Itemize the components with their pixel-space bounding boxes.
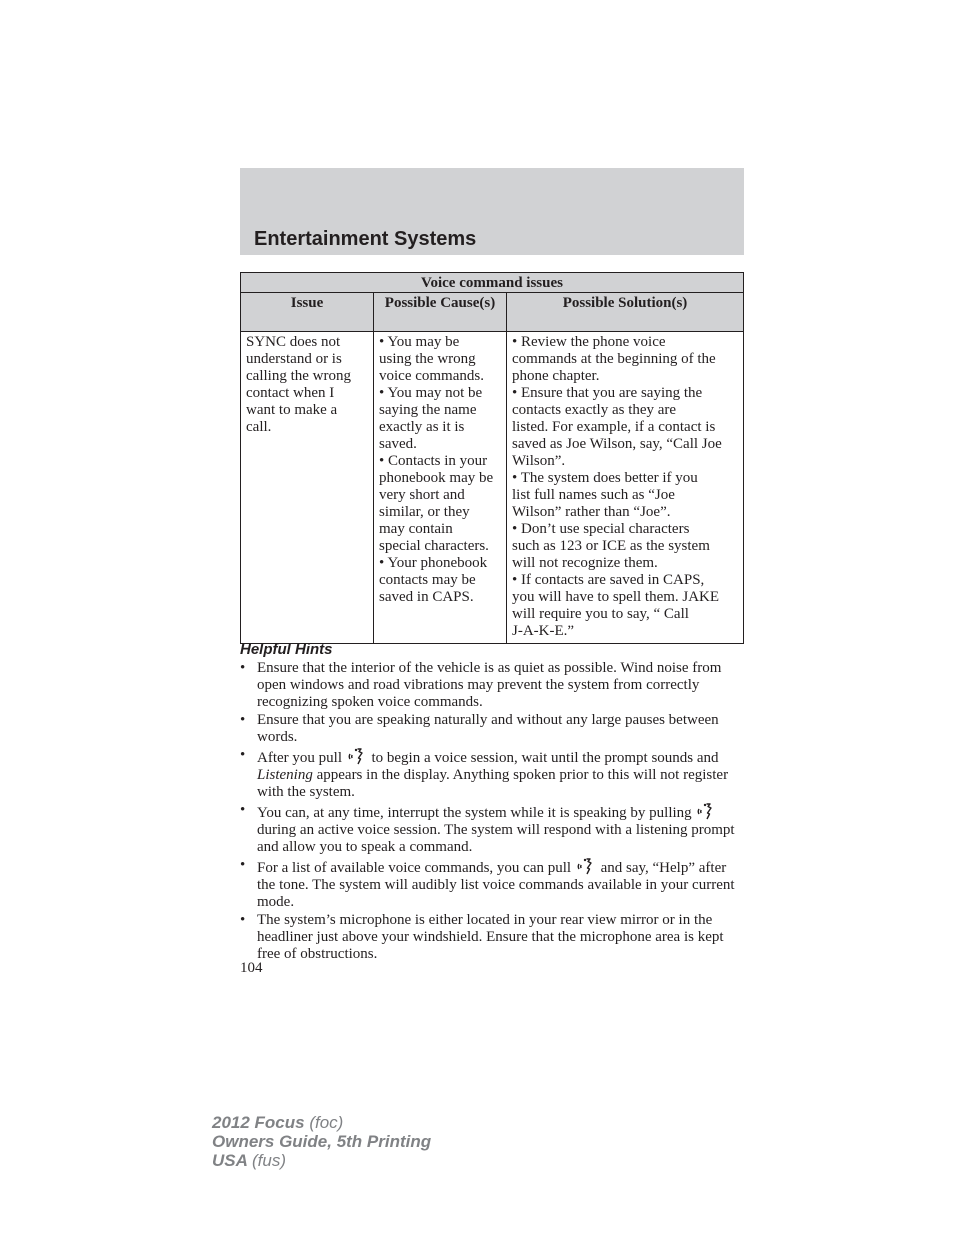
solution-line: list full names such as “Joe	[512, 487, 675, 503]
solution-line: will require you to say, “ Call	[512, 606, 689, 622]
section-header-band	[240, 168, 744, 255]
page-number: 104	[240, 960, 263, 976]
solution-cell	[507, 332, 744, 644]
hint-text: After you pull	[257, 750, 342, 766]
issue-cell	[241, 332, 374, 644]
hint-item	[240, 660, 746, 711]
solution-line: J-A-K-E.”	[512, 623, 575, 639]
cause-line: saved.	[379, 436, 417, 452]
section-title: Entertainment Systems	[254, 228, 477, 250]
hint-item	[240, 802, 746, 856]
solution-line: Wilson” rather than “Joe”.	[512, 504, 671, 520]
footer-model-code: (foc)	[309, 1113, 344, 1132]
voice-command-icon	[697, 802, 715, 820]
hint-item	[240, 712, 746, 746]
cause-line: • You may not be	[379, 385, 483, 401]
cause-line: saved in CAPS.	[379, 589, 474, 605]
cause-line: contacts may be	[379, 572, 476, 588]
table-row	[241, 332, 744, 644]
solution-line: commands at the beginning of the	[512, 351, 716, 367]
solution-line: phone chapter.	[512, 368, 600, 384]
solution-line: Wilson”.	[512, 453, 566, 469]
footer-line	[212, 1132, 431, 1151]
cause-line: phonebook may be	[379, 470, 494, 486]
hint-text: during an active voice session. The system will respond with a listening prompt and allow you to speak a command.	[257, 822, 735, 855]
solution-line: • Don’t use special characters	[512, 521, 690, 537]
issue-line: calling the wrong	[246, 368, 351, 384]
bullet: •	[240, 712, 246, 728]
solution-line: such as 123 or ICE as the system	[512, 538, 710, 554]
footer-guide-edition: Owners Guide, 5th Printing	[212, 1132, 432, 1151]
hint-text: The system’s microphone is either located in your rear view mirror or in the headliner just above your windshield. Ensure that the microphone area is kept free of obstructions.	[257, 912, 724, 962]
solution-line: • The system does better if you	[512, 470, 698, 486]
issue-line: call.	[246, 419, 272, 435]
issue-line: SYNC does not	[246, 334, 341, 350]
voice-command-issues-table	[240, 272, 744, 644]
cause-line: exactly as it is	[379, 419, 465, 435]
solution-line: will not recognize them.	[512, 555, 658, 571]
helpful-hints-title: Helpful Hints	[240, 641, 333, 658]
cause-line: very short and	[379, 487, 465, 503]
cause-line: using the wrong	[379, 351, 476, 367]
hint-item	[240, 912, 746, 963]
hint-emphasis: Listening	[257, 767, 313, 783]
bullet: •	[240, 747, 246, 763]
issue-line: contact when I	[246, 385, 335, 401]
cause-line: • Contacts in your	[379, 453, 488, 469]
column-header-possible-causes: Possible Cause(s)	[374, 293, 507, 332]
footer-line	[212, 1113, 431, 1132]
cause-line: • You may be	[379, 334, 460, 350]
hint-item	[240, 747, 746, 801]
voice-command-icon	[577, 857, 595, 875]
cause-line: • Your phonebook	[379, 555, 488, 571]
column-header-issue: Issue	[241, 293, 374, 332]
cause-line: special characters.	[379, 538, 489, 554]
footer-market: USA	[212, 1151, 248, 1170]
footer-market-code: (fus)	[252, 1151, 286, 1170]
voice-command-icon	[348, 747, 366, 765]
solution-line: • Ensure that you are saying the	[512, 385, 703, 401]
cause-cell	[374, 332, 507, 644]
bullet: •	[240, 912, 246, 928]
hint-text: Ensure that you are speaking naturally and without any large pauses between words.	[257, 712, 719, 745]
solution-line: contacts exactly as they are	[512, 402, 677, 418]
cause-line: may contain	[379, 521, 453, 537]
cause-line: voice commands.	[379, 368, 484, 384]
hint-text: and say, “Help” after the tone. The system will audibly list voice commands available in your current mode.	[257, 860, 735, 910]
issue-line: understand or is	[246, 351, 342, 367]
hint-text: For a list of available voice commands, you can pull	[257, 860, 572, 876]
bullet: •	[240, 660, 246, 676]
helpful-hints-list	[240, 660, 746, 964]
column-header-possible-solutions: Possible Solution(s)	[507, 293, 744, 332]
cause-line: saying the name	[379, 402, 477, 418]
bullet: •	[240, 857, 246, 873]
solution-line: • If contacts are saved in CAPS,	[512, 572, 705, 588]
footer	[212, 1113, 431, 1170]
issue-line: want to make a	[246, 402, 338, 418]
bullet: •	[240, 802, 246, 818]
footer-model: 2012 Focus	[212, 1113, 305, 1132]
hint-text: Ensure that the interior of the vehicle is as quiet as possible. Wind noise from open windows and road vibrations may prevent the system from correctly recognizing spoken voice commands.	[257, 660, 722, 710]
cause-line: similar, or they	[379, 504, 470, 520]
solution-line: listed. For example, if a contact is	[512, 419, 716, 435]
solution-line: • Review the phone voice	[512, 334, 666, 350]
solution-line: you will have to spell them. JAKE	[512, 589, 720, 605]
hint-text: You can, at any time, interrupt the system while it is speaking by pulling	[257, 805, 692, 821]
hint-text: to begin a voice session, wait until the prompt sounds and	[371, 750, 719, 766]
hint-item	[240, 857, 746, 911]
hint-text: appears in the display. Anything spoken prior to this will not register with the system.	[257, 767, 729, 800]
footer-line	[212, 1151, 431, 1170]
table-caption: Voice command issues	[241, 273, 744, 293]
solution-line: saved as Joe Wilson, say, “Call Joe	[512, 436, 722, 452]
